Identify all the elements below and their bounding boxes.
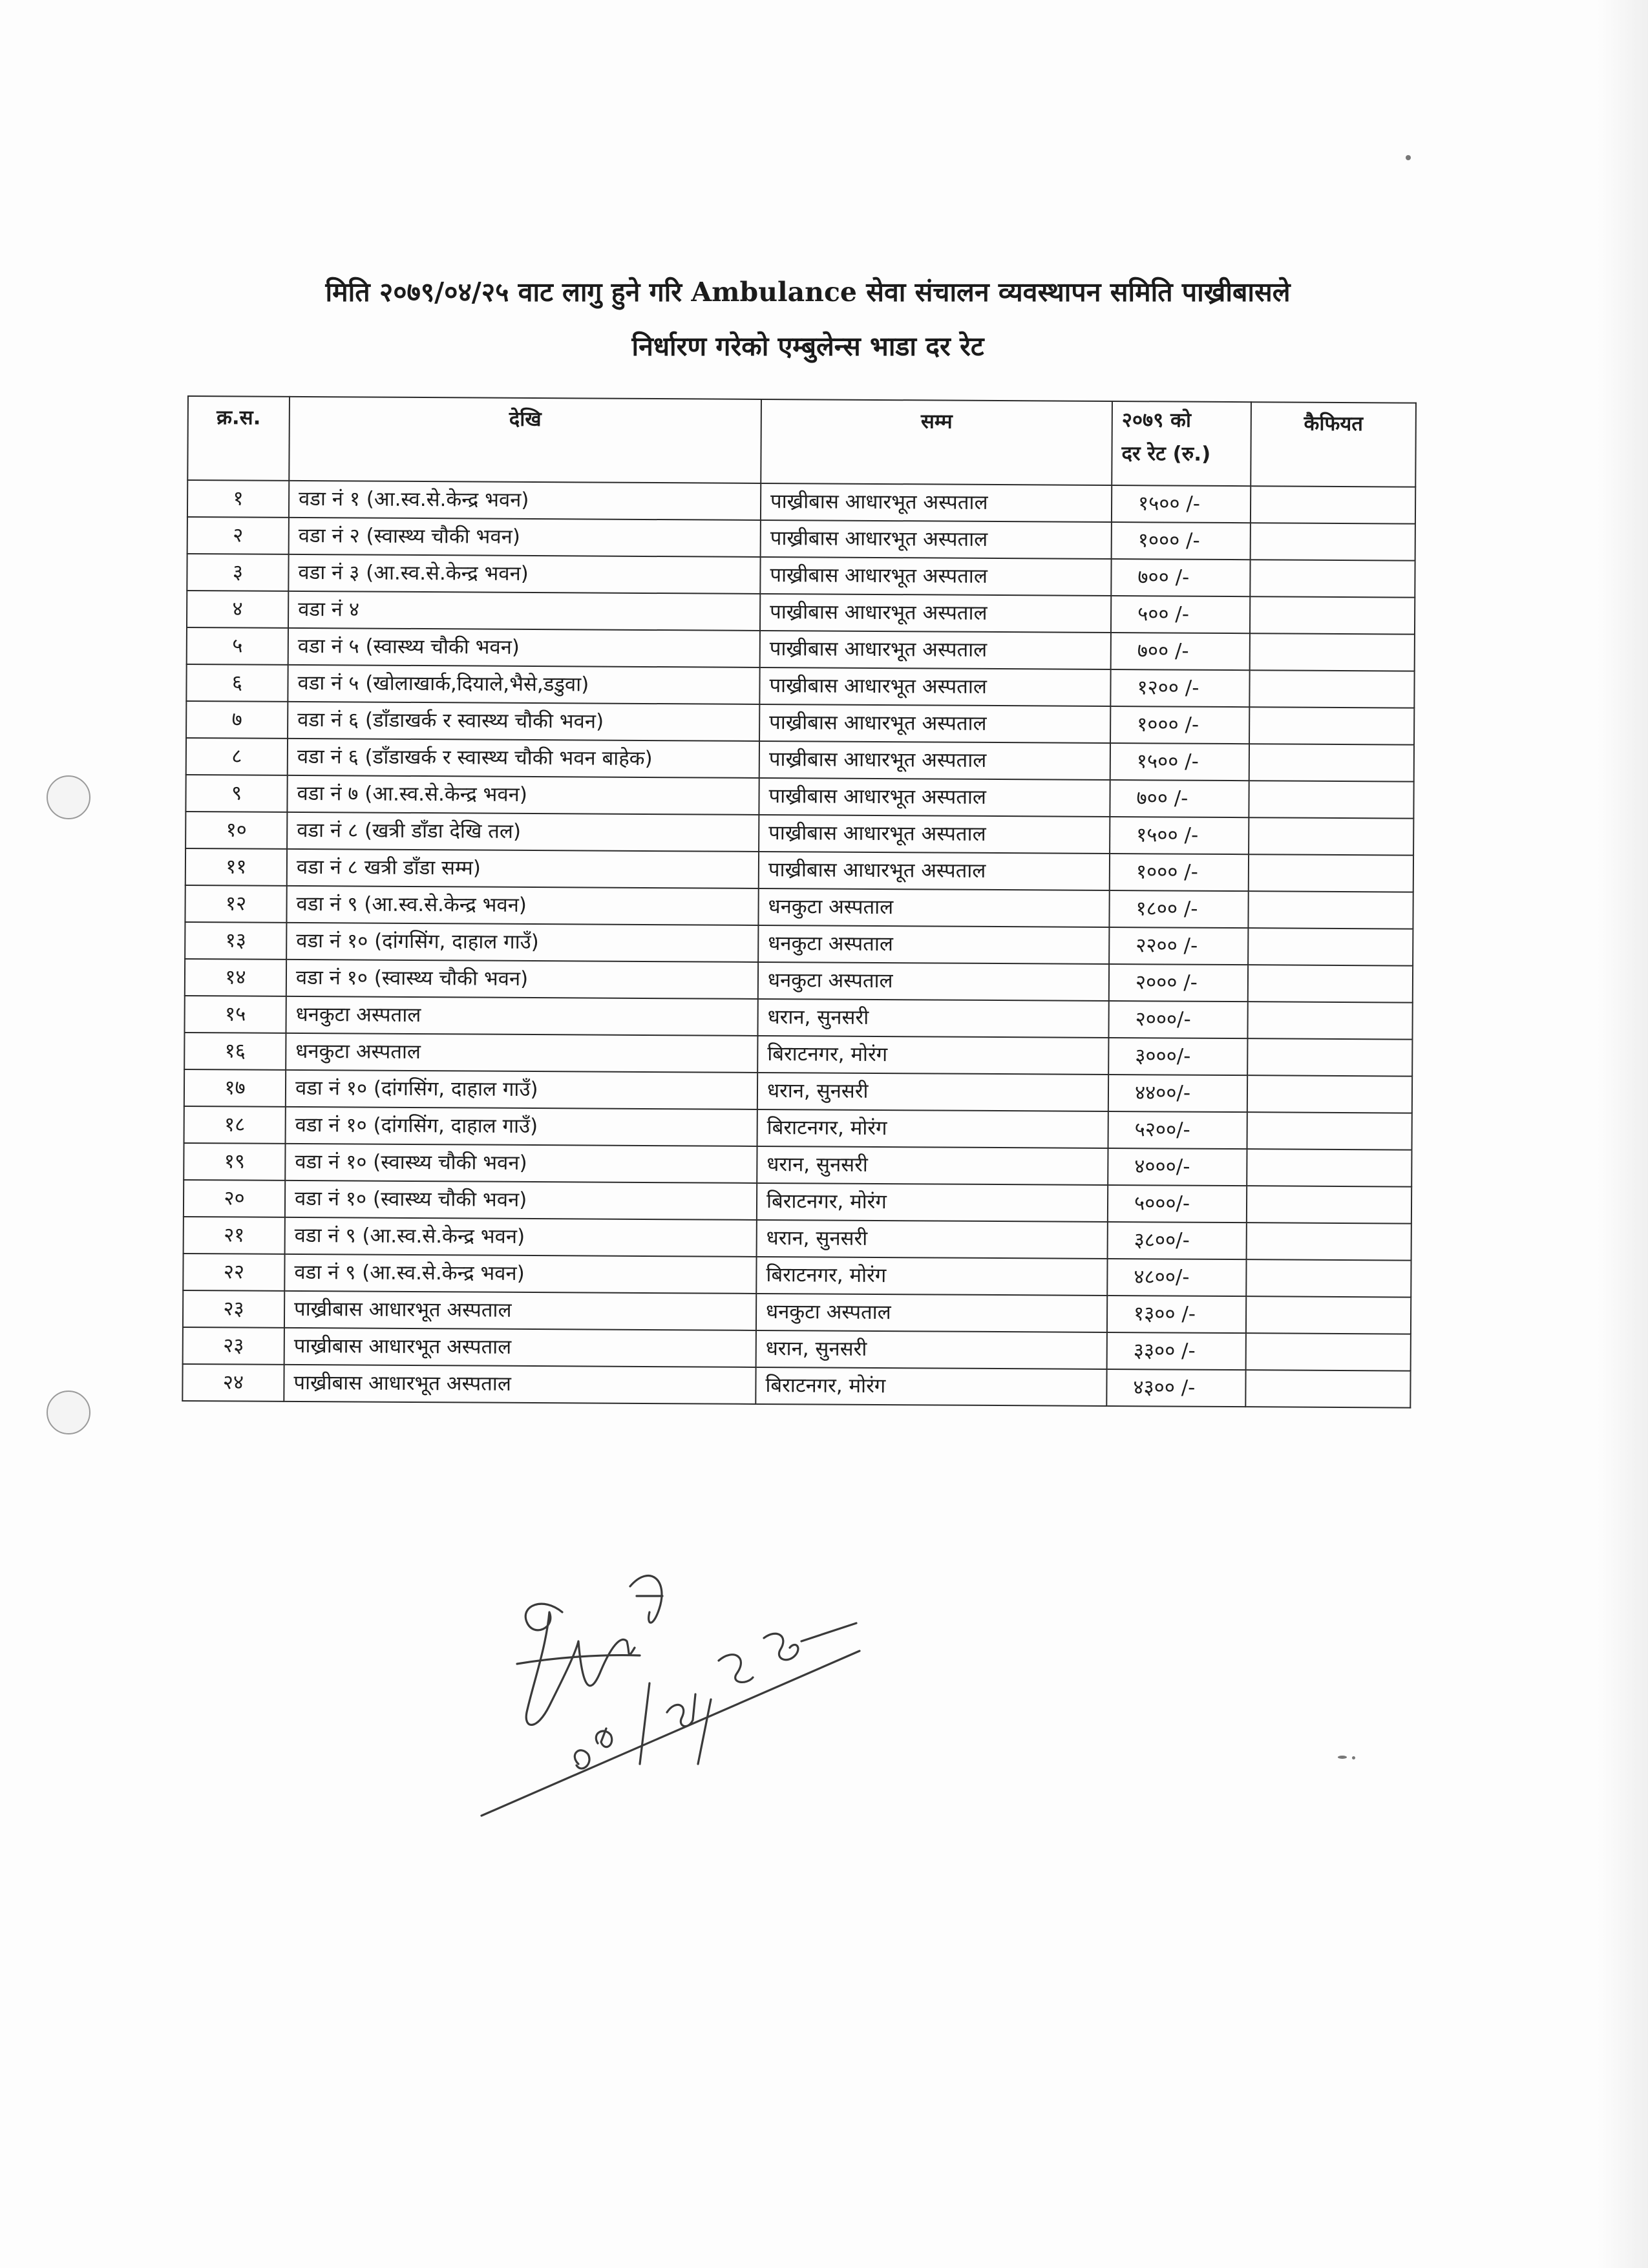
cell-serial-number: २२: [183, 1254, 284, 1291]
scan-speck: [1352, 1756, 1355, 1759]
cell-from: वडा नं ३ (आ.स्व.से.केन्द्र भवन): [288, 554, 760, 594]
cell-from: वडा नं ९ (आ.स्व.से.केन्द्र भवन): [285, 1217, 757, 1257]
cell-from: वडा नं १० (स्वास्थ्य चौकी भवन): [285, 1144, 757, 1183]
cell-remarks: [1249, 854, 1413, 892]
table-row: [187, 591, 1415, 635]
cell-from: वडा नं ६ (डाँडाखर्क र स्वास्थ्य चौकी भवन): [288, 702, 759, 741]
title-line-2: निर्धारण गरेको एम्बुलेन्स भाडा दर रेट: [631, 331, 984, 362]
cell-from: वडा नं ९ (आ.स्व.से.केन्द्र भवन): [286, 886, 758, 925]
cell-rate: १५०० /-: [1110, 817, 1249, 854]
table-row: [184, 1069, 1412, 1113]
cell-remarks: [1246, 1259, 1411, 1297]
cell-from: पाख्रीबास आधारभूत अस्पताल: [284, 1328, 756, 1367]
cell-remarks: [1247, 1075, 1412, 1113]
table-row: [184, 1106, 1412, 1150]
table-row: [183, 1254, 1411, 1297]
cell-to: धरान, सुनसरी: [757, 1220, 1108, 1259]
cell-rate: ५०००/-: [1108, 1185, 1247, 1223]
punch-hole-bottom: [47, 1391, 90, 1434]
table-row: [185, 885, 1413, 929]
cell-rate: ५२००/-: [1108, 1111, 1247, 1149]
cell-serial-number: १९: [184, 1143, 285, 1181]
cell-rate: ५०० /-: [1111, 596, 1250, 633]
cell-rate: १५०० /-: [1112, 485, 1251, 523]
cell-rate: ४०००/-: [1108, 1148, 1247, 1186]
cell-from: धनकुटा अस्पताल: [286, 996, 757, 1036]
cell-to: बिराटनगर, मोरंग: [757, 1109, 1108, 1148]
cell-serial-number: १८: [184, 1106, 286, 1144]
cell-to: बिराटनगर, मोरंग: [756, 1257, 1107, 1296]
scan-speck: [1406, 155, 1411, 160]
cell-to: धनकुटा अस्पताल: [758, 962, 1109, 1001]
cell-serial-number: १३: [185, 922, 286, 960]
cell-from: वडा नं ५ (स्वास्थ्य चौकी भवन): [288, 628, 760, 667]
cell-serial-number: २४: [182, 1364, 284, 1402]
cell-to: बिराटनगर, मोरंग: [757, 1036, 1108, 1075]
table-row: [186, 701, 1414, 745]
cell-to: धनकुटा अस्पताल: [756, 1294, 1107, 1332]
cell-rate: ४४००/-: [1108, 1075, 1247, 1112]
cell-serial-number: १६: [184, 1033, 286, 1070]
cell-serial-number: १२: [185, 885, 286, 923]
cell-to: पाख्रीबास आधारभूत अस्पताल: [760, 631, 1111, 669]
cell-from: धनकुटा अस्पताल: [286, 1033, 757, 1073]
cell-serial-number: २०: [184, 1180, 285, 1217]
table-row: [185, 922, 1413, 966]
cell-remarks: [1245, 1370, 1410, 1407]
cell-to: पाख्रीबास आधारभूत अस्पताल: [759, 778, 1110, 817]
cell-to: पाख्रीबास आधारभूत अस्पताल: [759, 852, 1110, 890]
cell-remarks: [1250, 596, 1415, 634]
scan-edge-shadow: [1598, 0, 1648, 2268]
cell-serial-number: ८: [186, 738, 288, 775]
cell-remarks: [1251, 486, 1415, 523]
header-rate: [1112, 401, 1251, 486]
cell-remarks: [1247, 1186, 1411, 1223]
cell-remarks: [1251, 523, 1415, 560]
cell-remarks: [1246, 1296, 1411, 1334]
title-line-1: मिति २०७९/०४/२५ वाट लागु हुने गरि Ambulance सेवा संचालन व्यवस्थापन समिति पाख्रीबासले: [325, 277, 1291, 308]
cell-serial-number: ९: [185, 775, 287, 812]
table-row: [184, 1033, 1412, 1076]
cell-serial-number: ४: [187, 591, 288, 628]
cell-to: पाख्रीबास आधारभूत अस्पताल: [760, 594, 1111, 633]
cell-serial-number: २३: [183, 1290, 284, 1328]
cell-serial-number: १०: [185, 812, 287, 849]
cell-rate: १२०० /-: [1110, 669, 1249, 707]
cell-to: बिराटनगर, मोरंग: [755, 1367, 1106, 1406]
cell-to: धनकुटा अस्पताल: [758, 925, 1109, 964]
cell-from: वडा नं ९ (आ.स्व.से.केन्द्र भवन): [284, 1254, 756, 1294]
cell-rate: १००० /-: [1110, 854, 1249, 891]
cell-rate: ४८००/-: [1107, 1259, 1246, 1296]
header-rate-line-2: दर रेट (रु.): [1121, 442, 1211, 466]
cell-rate: ७०० /-: [1111, 633, 1250, 670]
cell-remarks: [1249, 817, 1413, 855]
cell-remarks: [1248, 928, 1413, 965]
cell-remarks: [1248, 891, 1413, 929]
cell-rate: ३३०० /-: [1107, 1332, 1246, 1370]
table-row: [186, 664, 1414, 708]
table-row: [184, 996, 1412, 1040]
header-from: देखि: [289, 397, 761, 483]
cell-from: वडा नं ७ (आ.स्व.से.केन्द्र भवन): [287, 775, 759, 815]
cell-remarks: [1247, 1112, 1412, 1150]
cell-from: वडा नं ५ (खोलाखार्क,दियाले,भैसे,डडुवा): [288, 665, 759, 704]
cell-from: वडा नं १० (स्वास्थ्य चौकी भवन): [286, 960, 758, 999]
cell-to: पाख्रीबास आधारभूत अस्पताल: [759, 741, 1110, 780]
ambulance-rate-table: [182, 395, 1417, 1409]
cell-serial-number: ६: [186, 664, 288, 702]
cell-remarks: [1249, 707, 1414, 744]
cell-rate: ४३०० /-: [1106, 1369, 1245, 1407]
table-row: [182, 1364, 1410, 1408]
cell-to: पाख्रीबास आधारभूत अस्पताल: [761, 483, 1112, 522]
cell-serial-number: ११: [185, 848, 287, 886]
cell-rate: २००० /-: [1109, 964, 1248, 1002]
cell-to: पाख्रीबास आधारभूत अस्पताल: [760, 557, 1111, 596]
cell-from: वडा नं ८ (खत्री डाँडा देखि तल): [287, 812, 759, 852]
cell-from: वडा नं ८ खत्री डाँडा सम्म): [287, 849, 759, 888]
cell-to: बिराटनगर, मोरंग: [757, 1183, 1108, 1222]
cell-rate: २०००/-: [1108, 1001, 1247, 1038]
cell-from: वडा नं १ (आ.स्व.से.केन्द्र भवन): [289, 481, 761, 520]
cell-to: पाख्रीबास आधारभूत अस्पताल: [759, 704, 1110, 743]
cell-serial-number: २१: [184, 1217, 285, 1254]
table-row: [184, 1143, 1411, 1187]
cell-from: वडा नं १० (स्वास्थ्य चौकी भवन): [285, 1181, 757, 1220]
table-row: [184, 1217, 1411, 1261]
cell-serial-number: ७: [186, 701, 288, 739]
table-row: [183, 1327, 1411, 1371]
cell-remarks: [1247, 1002, 1412, 1039]
cell-serial-number: १५: [184, 996, 286, 1033]
cell-to: धरान, सुनसरी: [757, 1073, 1108, 1111]
cell-rate: ७०० /-: [1111, 559, 1250, 596]
cell-serial-number: १७: [184, 1069, 286, 1107]
cell-from: पाख्रीबास आधारभूत अस्पताल: [284, 1291, 756, 1330]
table-header-row: [187, 396, 1416, 487]
table-row: [185, 959, 1413, 1003]
header-remarks: कैफियत: [1251, 402, 1416, 487]
cell-remarks: [1248, 965, 1413, 1002]
cell-serial-number: ३: [187, 554, 288, 591]
cell-from: पाख्रीबास आधारभूत अस्पताल: [284, 1365, 755, 1404]
cell-to: धरान, सुनसरी: [757, 999, 1108, 1038]
cell-to: धनकुटा अस्पताल: [758, 888, 1109, 927]
cell-remarks: [1247, 1149, 1411, 1186]
table-body: [182, 480, 1415, 1408]
table-row: [183, 1290, 1411, 1334]
cell-remarks: [1246, 1333, 1411, 1370]
cell-rate: ७०० /-: [1110, 780, 1249, 817]
table-row: [184, 1180, 1411, 1224]
header-to: सम्म: [761, 399, 1112, 485]
cell-from: वडा नं १० (दांगसिंग, दाहाल गाउँ): [286, 923, 758, 962]
table-row: [185, 812, 1413, 856]
handwritten-signature: [465, 1551, 931, 1822]
cell-rate: १००० /-: [1110, 706, 1249, 744]
cell-remarks: [1249, 670, 1414, 708]
cell-serial-number: २: [187, 517, 289, 554]
table-row: [187, 554, 1415, 598]
cell-remarks: [1247, 1038, 1412, 1076]
cell-serial-number: १४: [185, 959, 286, 996]
punch-hole-top: [47, 775, 90, 819]
cell-to: पाख्रीबास आधारभूत अस्पताल: [759, 815, 1110, 854]
cell-serial-number: १: [187, 480, 289, 518]
cell-from: वडा नं ६ (डाँडाखर्क र स्वास्थ्य चौकी भवन बाहेक): [288, 739, 759, 778]
document-title: [194, 265, 1422, 373]
cell-rate: १५०० /-: [1110, 743, 1249, 781]
cell-remarks: [1249, 781, 1413, 818]
cell-to: पाख्रीबास आधारभूत अस्पताल: [761, 520, 1112, 559]
cell-from: वडा नं २ (स्वास्थ्य चौकी भवन): [289, 518, 761, 557]
cell-rate: १३०० /-: [1107, 1296, 1246, 1333]
cell-remarks: [1247, 1223, 1411, 1260]
cell-remarks: [1250, 560, 1415, 597]
header-serial-number: क्र.स.: [187, 396, 290, 481]
cell-from: वडा नं ४: [288, 591, 760, 631]
cell-serial-number: २३: [183, 1327, 284, 1365]
scan-speck: [1338, 1756, 1347, 1759]
cell-rate: २२०० /-: [1109, 927, 1248, 965]
cell-to: पाख्रीबास आधारभूत अस्पताल: [759, 667, 1110, 706]
cell-from: वडा नं १० (दांगसिंग, दाहाल गाउँ): [286, 1107, 757, 1146]
cell-remarks: [1250, 633, 1415, 671]
table-row: [185, 775, 1413, 819]
cell-rate: ३८००/-: [1108, 1222, 1247, 1259]
table-row: [187, 627, 1415, 671]
table-row: [187, 517, 1415, 561]
header-rate-line-1: २०७९ को: [1121, 408, 1192, 432]
table-row: [186, 738, 1414, 782]
cell-to: धरान, सुनसरी: [756, 1330, 1107, 1369]
table-row: [187, 480, 1415, 524]
cell-serial-number: ५: [187, 627, 288, 665]
cell-to: धरान, सुनसरी: [757, 1146, 1108, 1185]
table-row: [185, 848, 1413, 892]
cell-rate: १००० /-: [1112, 522, 1251, 560]
cell-from: वडा नं १० (दांगसिंग, दाहाल गाउँ): [286, 1070, 757, 1109]
cell-rate: १८०० /-: [1109, 890, 1248, 928]
cell-rate: ३०००/-: [1108, 1038, 1247, 1075]
cell-remarks: [1249, 744, 1414, 781]
